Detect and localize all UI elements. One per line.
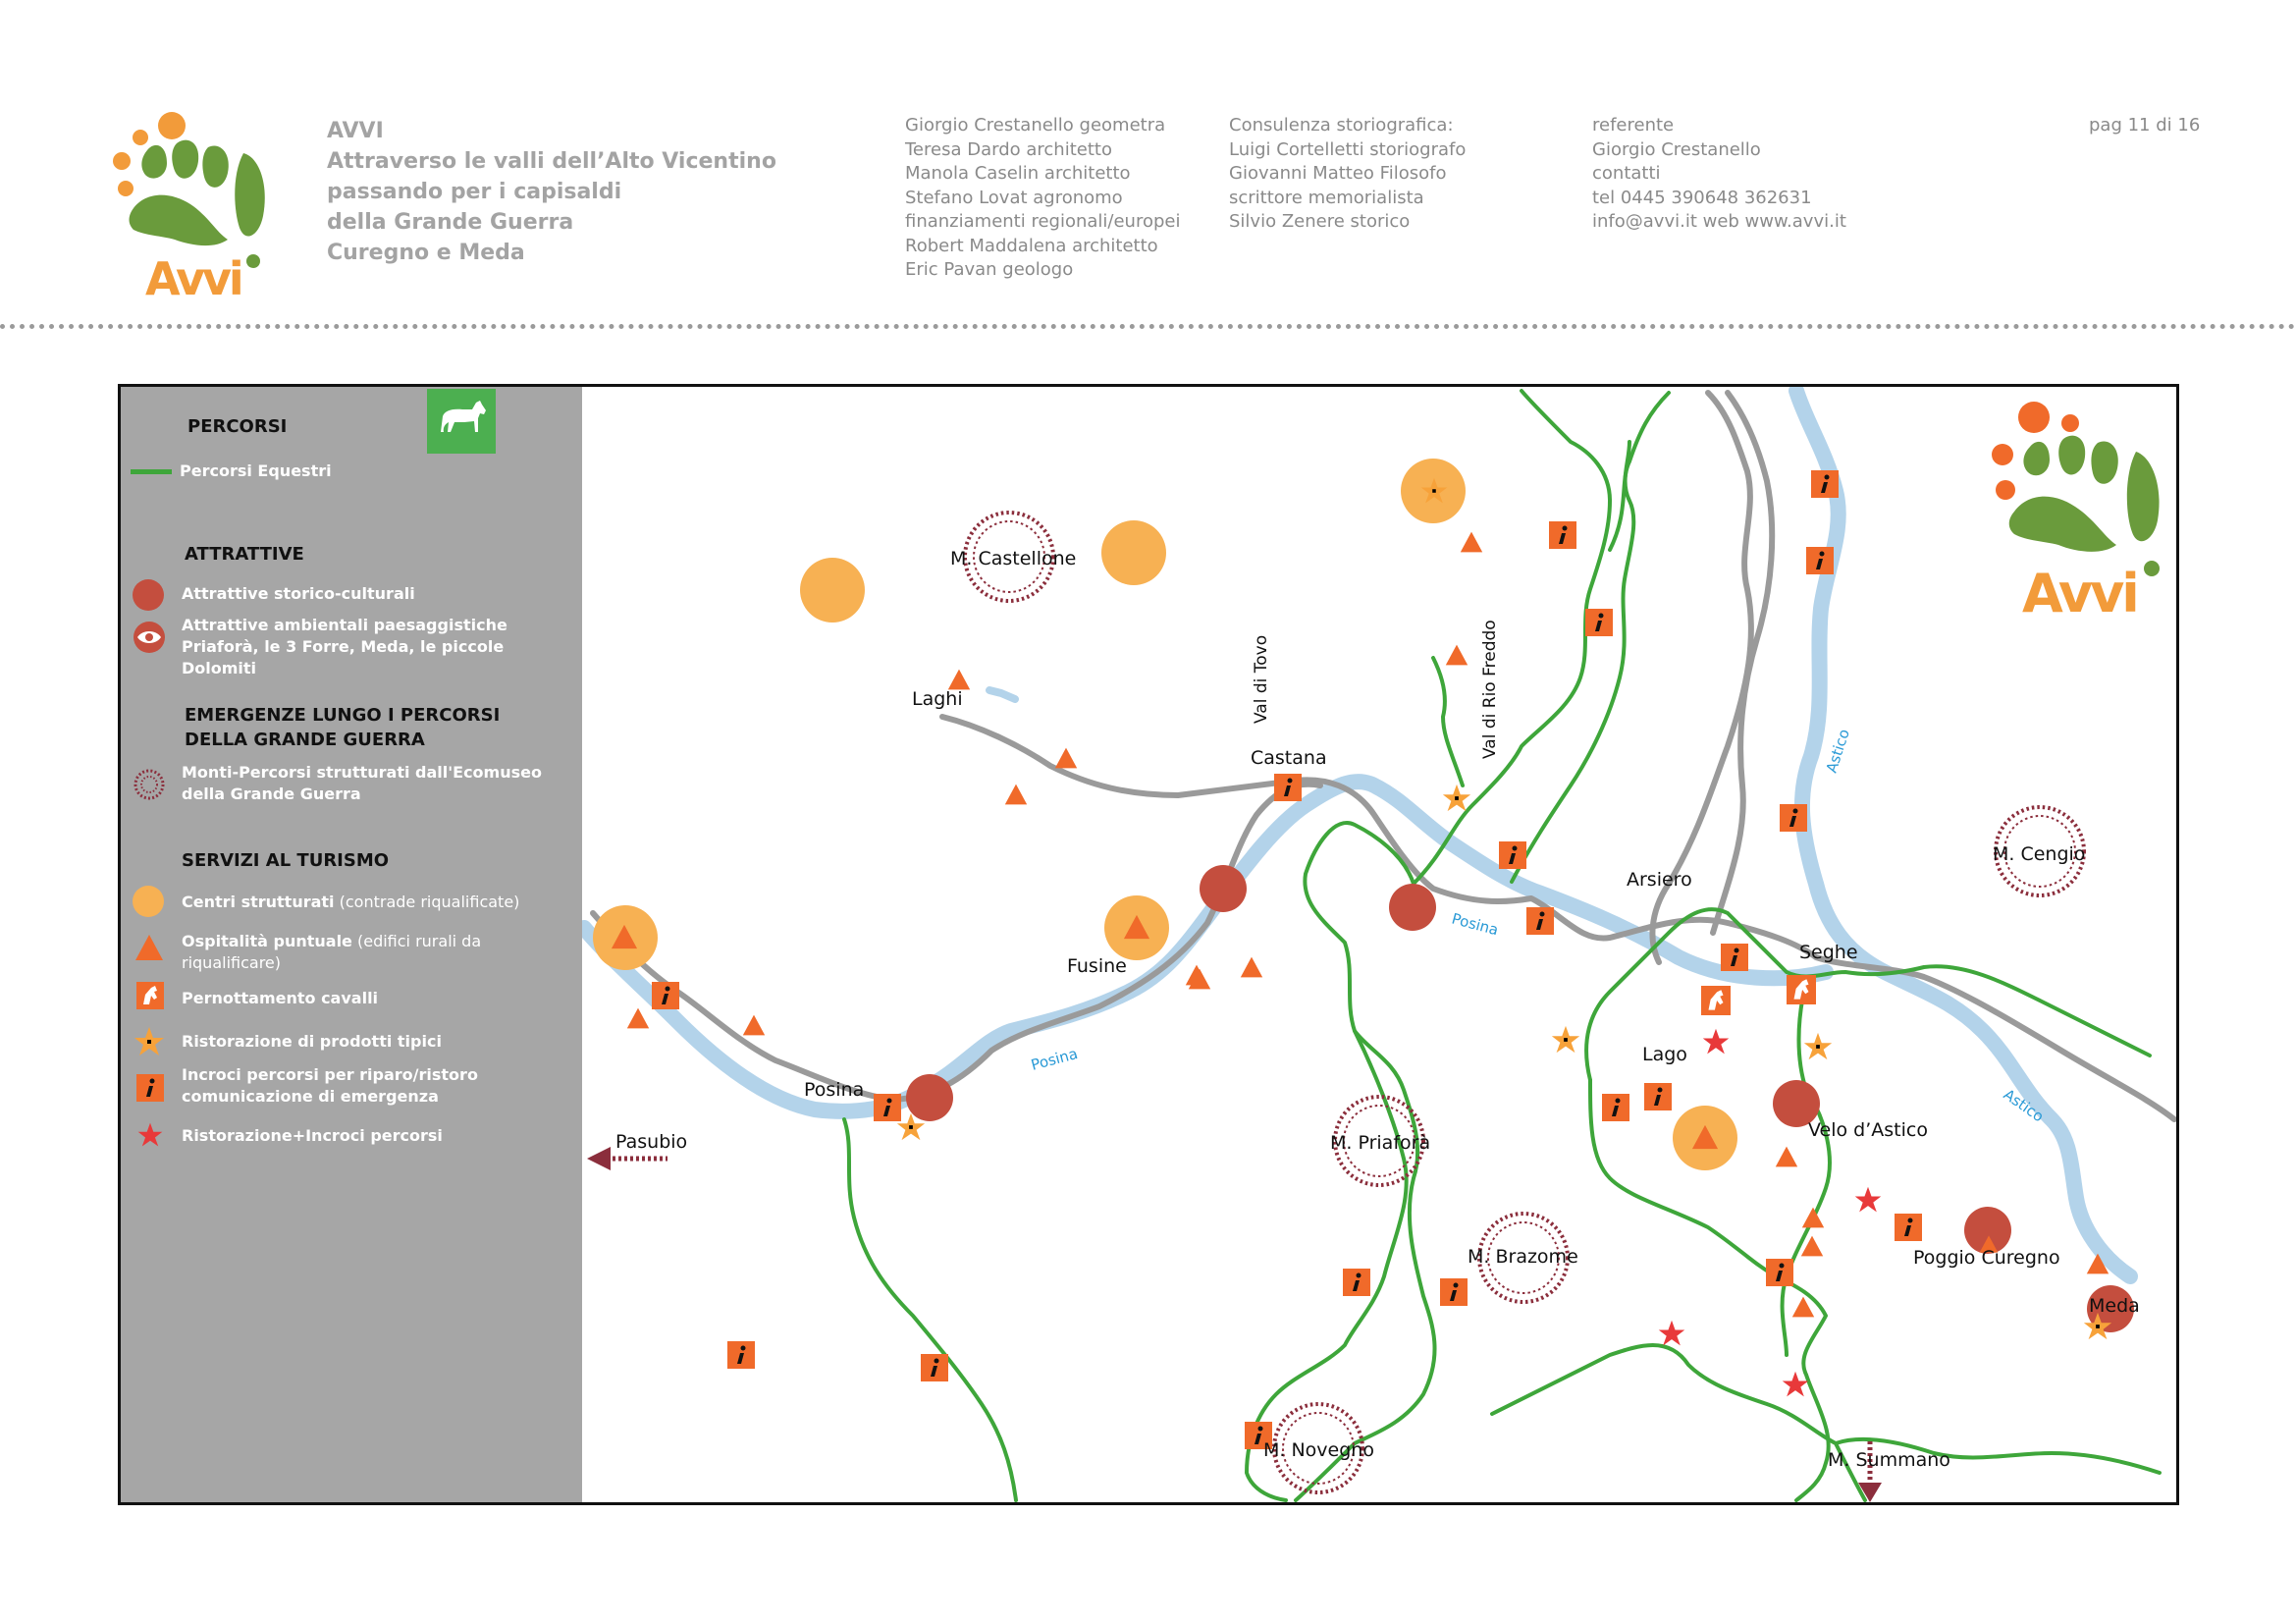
logo-dot: [118, 181, 133, 196]
label-poggio-curegno: Poggio Curegno: [1913, 1247, 2060, 1269]
historic-marker: [1389, 884, 1436, 931]
roads: [593, 393, 2174, 1119]
hospitality-markers: [612, 532, 2109, 1318]
dotted-ring-icon: [133, 768, 166, 801]
center-marker: [1101, 520, 1166, 585]
restaurant-crossing-markers: [1659, 1029, 1881, 1397]
label-river-astico: Astico: [1822, 727, 1853, 776]
legend-item-ristorazione-incroci: Ristorazione+Incroci percorsi: [182, 1126, 443, 1145]
route-castellone-east: [1512, 442, 1633, 882]
logo-leaf: [141, 145, 167, 179]
road-astico-north: [1713, 393, 1772, 933]
center-marker: [800, 558, 865, 623]
legend-title-emergenze: [185, 703, 500, 752]
label-val-di-tovo: Val di Tovo: [1252, 634, 1271, 724]
legend-panel: [121, 387, 582, 1502]
team-member: Stefano Lovat agronomo: [905, 187, 1123, 208]
centri-strutturati: [593, 459, 1737, 1170]
map-logo-text: Avvi: [2022, 563, 2137, 624]
title-line: della Grande Guerra: [327, 210, 574, 235]
label-fusine: Fusine: [1067, 955, 1127, 977]
contact-line: Giorgio Crestanello: [1592, 138, 1761, 160]
label-m-summano: M. Summano: [1828, 1449, 1950, 1471]
route-posina-south: [844, 1119, 1016, 1500]
legend-note: riqualificare): [182, 953, 282, 972]
eye-icon: [133, 621, 166, 654]
map-area: [582, 387, 2176, 1502]
label-m-novegno: M. Novegno: [1263, 1439, 1374, 1461]
horse-square-icon: [136, 982, 164, 1009]
place-labels: [615, 548, 2140, 1471]
legend-item-ospitalita: [182, 931, 481, 974]
green-line-icon: [131, 469, 172, 474]
logo-dot: [113, 152, 131, 170]
historic-marker: [906, 1074, 953, 1121]
contact-line: contatti: [1592, 163, 1661, 184]
team-member: Teresa Dardo architetto: [905, 138, 1112, 160]
contact-line: tel 0445 390648 362631: [1592, 187, 1812, 208]
title-line: Attraverso le valli dell’Alto Vicentino: [327, 149, 776, 174]
route-castana-north: [1433, 658, 1463, 785]
legend-label: Priaforà, le 3 Forre, Meda, le piccole Dolomiti: [182, 637, 505, 677]
legend-note: (contrade riqualificate): [334, 893, 520, 911]
consulting-list: [1229, 114, 1466, 235]
logo-leaf: [235, 153, 265, 237]
logo-dot: [246, 254, 260, 268]
label-val-di-rio-freddo: Val di Rio Freddo: [1480, 620, 1500, 759]
red-circle-icon: [133, 579, 164, 611]
legend-item-pernottamento: Pernottamento cavalli: [182, 989, 379, 1007]
header-title: [327, 116, 776, 268]
legend-title-line: EMERGENZE LUNGO I PERCORSI: [185, 705, 501, 726]
legend-item-storico: Attrattive storico-culturali: [182, 584, 415, 603]
map-logo: [1992, 402, 2160, 624]
label-castana: Castana: [1251, 747, 1327, 769]
label-arsiero: Arsiero: [1627, 869, 1692, 891]
legend-item-ristorazione: Ristorazione di prodotti tipici: [182, 1032, 442, 1051]
logo-leaf: [172, 140, 198, 179]
consultant: Giovanni Matteo Filosofo: [1229, 163, 1447, 184]
label-posina: Posina: [804, 1079, 865, 1101]
ecomuseo-rings: [965, 513, 2084, 1492]
label-m-brazome: M. Brazome: [1468, 1246, 1578, 1268]
label-seghe: Seghe: [1799, 942, 1858, 963]
star-icon: [133, 1025, 166, 1058]
avvi-logo: [106, 106, 283, 302]
label-m-cengio: M. Cengio: [1993, 843, 2086, 865]
header: [0, 0, 2296, 314]
legend-label: comunicazione di emergenza: [182, 1087, 439, 1106]
consultant: Consulenza storiografica:: [1229, 115, 1454, 135]
consultant: scrittore memorialista: [1229, 187, 1424, 208]
team-member: Eric Pavan geologo: [905, 259, 1074, 280]
team-member: Robert Maddalena architetto: [905, 235, 1158, 256]
orange-triangle-icon: [134, 933, 164, 962]
legend-item-percorsi-equestri: Percorsi Equestri: [180, 461, 332, 480]
logo-text: Avvi: [145, 252, 241, 302]
label-river-posina: Posina: [1449, 909, 1501, 940]
label-m-castellone: M. Castellone: [950, 548, 1077, 569]
logo-dot: [158, 112, 186, 139]
label-lago: Lago: [1642, 1044, 1687, 1065]
label-velo-dastico: Velo d’Astico: [1808, 1119, 1928, 1141]
legend-label: Incroci percorsi per riparo/ristoro: [182, 1065, 478, 1084]
label-river-posina: Posina: [1029, 1044, 1080, 1074]
legend-item-ambientali: [182, 615, 582, 679]
contact-line: referente: [1592, 115, 1675, 135]
legend-item-centri: [182, 892, 519, 913]
logo-leaf: [202, 145, 228, 187]
historic-marker: [1200, 865, 1247, 912]
laghi-lake: [989, 690, 1015, 699]
label-m-priafora: M. Priaforà: [1330, 1132, 1431, 1154]
title-line: passando per i capisaldi: [327, 180, 622, 204]
label-meda: Meda: [2089, 1295, 2140, 1317]
team-member: Giorgio Crestanello geometra: [905, 115, 1166, 135]
legend-label: Ospitalità puntuale: [182, 932, 352, 950]
route-summano: [1492, 1345, 1865, 1500]
info-square-icon: [136, 1074, 164, 1102]
posina-river: [584, 782, 1826, 1111]
legend-item-ecomuseo: [182, 762, 542, 805]
legend-title-line: DELLA GRANDE GUERRA: [185, 730, 425, 750]
legend-title-servizi: SERVIZI AL TURISMO: [182, 850, 390, 871]
title-line: Curegno e Meda: [327, 241, 525, 265]
contact-list: [1592, 114, 1846, 235]
orange-circle-icon: [133, 886, 164, 917]
legend-title-attrattive: ATTRATTIVE: [185, 544, 304, 565]
red-star-icon: [136, 1121, 164, 1149]
team-member: Manola Caselin architetto: [905, 163, 1131, 184]
logo-dot: [133, 130, 148, 145]
label-pasubio: Pasubio: [615, 1131, 688, 1153]
team-list: [905, 114, 1181, 283]
logo-leaf: [130, 195, 229, 245]
restaurant-markers: [897, 478, 2111, 1339]
consultant: Silvio Zenere storico: [1229, 211, 1411, 232]
legend-label: Attrattive ambientali paesaggistiche: [182, 616, 507, 634]
consultant: Luigi Cortelletti storiografo: [1229, 138, 1467, 160]
page-number: pag 11 di 16: [2089, 115, 2201, 135]
route-astico-east: [1610, 393, 1669, 550]
legend-title-percorsi: PERCORSI: [187, 416, 288, 437]
route-seghe-south: [1783, 982, 1830, 1355]
legend-label: della Grande Guerra: [182, 785, 361, 803]
label-river-astico: Astico: [2000, 1085, 2048, 1126]
horse-icon: [427, 389, 496, 454]
legend-item-incroci: [182, 1064, 478, 1108]
label-laghi: Laghi: [912, 688, 963, 710]
legend-label: Centri strutturati: [182, 893, 335, 911]
org-name: AVVI: [327, 119, 384, 143]
legend-label: Monti-Percorsi strutturati dall'Ecomuseo: [182, 763, 542, 782]
contact-line: info@avvi.it web www.avvi.it: [1592, 211, 1846, 232]
legend-note: (edifici rurali da: [351, 932, 482, 950]
header-divider: [0, 324, 2296, 329]
team-member: finanziamenti regionali/europei: [905, 211, 1181, 232]
